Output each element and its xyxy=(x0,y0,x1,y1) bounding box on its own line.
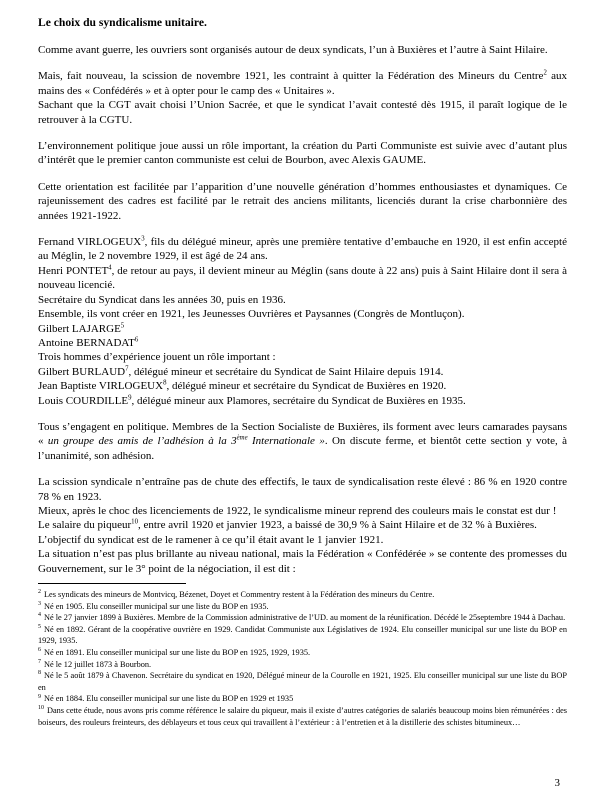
paragraph: Cette orientation est facilitée par l’apparition d’une nouvelle génération d’hommes enthousiastes et dynamiques. Ce rajeunissement des cadres est facilité par le retrait des anciens militants, licenciés durant la crise charbonnière des années 1921-1922. xyxy=(38,180,567,222)
footnote-number: 8 xyxy=(38,670,41,677)
footnote-section xyxy=(38,589,567,730)
document-title: Le choix du syndicalisme unitaire. xyxy=(38,16,207,29)
paragraph: Mais, fait nouveau, la scission de novembre 1921, les contraint à quitter la Fédération des Mineurs du Centre$^2$ aux mains des « Confédérés » et à opter pour le camp des « Unitaires ». xyxy=(38,69,567,97)
paragraph: La situation n’est pas plus brillante au niveau national, mais la Fédération « Confédérée » se contente des promesses du Gouvernement, sur le 3° point de la négociation, il est dit : xyxy=(38,548,567,575)
footnote xyxy=(38,612,567,624)
footnote xyxy=(38,659,567,671)
footnote xyxy=(38,670,567,693)
footnote-number: 4 xyxy=(38,612,41,619)
page-number: 3 xyxy=(554,777,560,789)
footnote xyxy=(38,601,567,613)
footnote-text: Né le 5 août 1879 à Chavenon. Secrétaire du syndicat en 1920, Délégué mineur de la Courolle en 1921, 1925. Elu conseiller municipal sur une liste du BOP en xyxy=(38,671,567,692)
footnote-text: Né en 1884. Elu conseiller municipal sur une liste du BOP en 1929 et 1935 xyxy=(43,694,294,704)
footnote-text: Né le 12 juillet 1873 à Bourbon. xyxy=(43,659,152,669)
paragraph: Secrétaire du Syndicat dans les années 30, puis en 1936. xyxy=(38,293,286,306)
paragraph: Comme avant guerre, les ouvriers sont organisés autour de deux syndicats, l’un à Buxières et l’autre à Saint Hilaire. xyxy=(38,44,548,56)
footnote-number: 6 xyxy=(38,647,41,654)
footnote-number: 3 xyxy=(38,600,41,607)
paragraph: La scission syndicale n’entraîne pas de chute des effectifs, le taux de syndicalisation reste élevé : 86 % en 1920 contre 78 % en 1923. xyxy=(38,476,567,503)
footnote-number: 2 xyxy=(38,589,41,596)
paragraph: Gilbert LAJARGE$^5$ xyxy=(38,321,125,335)
footnote-text: Né le 27 janvier 1899 à Buxières. Membre de la Commission administrative de l’UD. au moment de la réunification. Décédé le 25septembre 1944 à Dachau. xyxy=(43,613,566,623)
paragraph: Jean Baptiste VIRLOGEUX$^8$, délégué mineur et secrétaire du Syndicat de Buxières en 1920. xyxy=(38,379,447,393)
paragraph: Fernand VIRLOGEUX$^3$, fils du délégué mineur, après une première tentative d’embauche en 1920, il est enfin accepté au Méglin, le 2 novembre 1929, il est âgé de 24 ans. xyxy=(38,235,567,263)
footnote-text: Né en 1892. Gérant de la coopérative ouvrière en 1929. Candidat Communiste aux Législatives de 1924. Elu conseiller municipal sur une liste du BOP en 1929, 1935. xyxy=(38,624,567,646)
footnote-number: 7 xyxy=(38,658,41,665)
paragraph: Trois hommes d’expérience jouent un rôle important : xyxy=(38,351,276,364)
paragraph: L’objectif du syndicat est de le ramener à ce qu’il était avant le 1 janvier 1921. xyxy=(38,533,384,546)
footnote-text: Né en 1891. Elu conseiller municipal sur une liste du BOP en 1925, 1929, 1935. xyxy=(43,647,311,657)
paragraph: Henri PONTET$^4$, de retour au pays, il devient mineur au Méglin (sans doute à 22 ans) puis à Saint Hilaire dont il sera à nouveau licencié. xyxy=(38,264,567,292)
footnote-number: 9 xyxy=(38,693,41,700)
paragraph: Louis COURDILLE$^9$, délégué mineur aux Plamores, secrétaire du Syndicat de Buxières en 1935. xyxy=(38,393,466,407)
paragraph: Le salaire du piqueur$^{10}$, entre avril 1920 et janvier 1923, a baissé de 30,9 % à Saint Hilaire et de 32 % à Buxières. xyxy=(38,518,537,532)
paragraph: Sachant que la CGT avait choisi l’Union Sacrée, et que le syndicat l’avait contesté dès 1915, il paraît logique de le retrouver à la CGTU. xyxy=(38,99,567,126)
footnote-number: 5 xyxy=(38,624,41,631)
footnote xyxy=(38,705,567,728)
paragraph: L’environnement politique joue aussi un rôle important, la création du Parti Communiste est suivie avec d’autant plus d’intérêt que le premier canton communiste est celui de Bourbon, avec Alexis GAUME. xyxy=(38,140,567,167)
paragraph: Ensemble, ils vont créer en 1921, les Jeunesses Ouvrières et Paysannes (Congrès de Montluçon). xyxy=(38,308,465,321)
footnote-text: Les syndicats des mineurs de Montvicq, Bézenet, Doyet et Commentry restent à la Fédération des mineurs du Centre. xyxy=(43,590,435,599)
paragraph: Antoine BERNADAT$^6$ xyxy=(38,336,139,349)
footnote xyxy=(38,624,567,647)
footnote xyxy=(38,647,567,659)
footnote-number: 10 xyxy=(38,705,44,712)
footnote-separator xyxy=(38,583,186,584)
footnote-text: Dans cette étude, nous avons pris comme référence le salaire du piqueur, mais il existe d’autres catégories de salariés beaucoup moins bien rémunérées : des boiseurs, des rouleurs freinteurs, des déblayeurs et tous ceux qui travaillent à l’extérieur : à l’entretien et à la distillerie des schistes bitumineux… xyxy=(38,705,567,727)
footnote-text: Né en 1905. Elu conseiller municipal sur une liste du BOP en 1935. xyxy=(43,601,269,611)
paragraph: Mieux, après le choc des licenciements de 1922, le syndicalisme mineur reprend des couleurs mais le constat est dur ! xyxy=(38,504,557,517)
footnote xyxy=(38,589,567,601)
footnote xyxy=(38,693,567,705)
paragraph: Tous s’engagent en politique. Membres de la Section Socialiste de Buxières, ils forment avec leurs camarades paysans « un groupe des amis de l’adhésion à la 3ème Internationale ». On discute ferme, et bientôt cette section y vote, à l’unanimité, son adhésion. xyxy=(38,420,568,462)
paragraph: Gilbert BURLAUD$^7$, délégué mineur et secrétaire du Syndicat de Saint Hilaire depuis 1914. xyxy=(38,365,444,378)
